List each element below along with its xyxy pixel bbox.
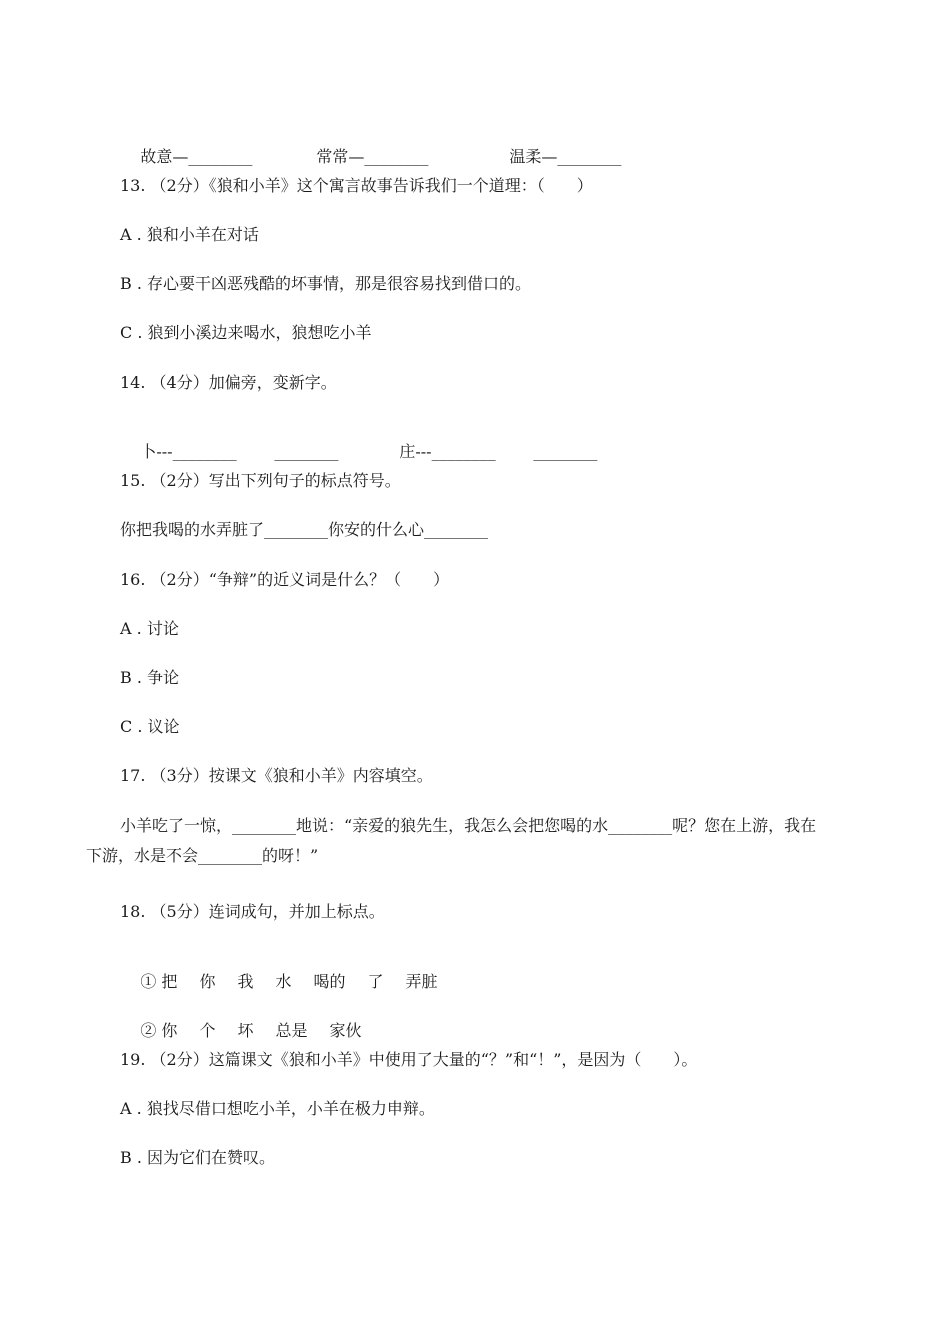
question-16-option-b: B . 争论 (120, 668, 180, 687)
blank-changchang: 常常—________ (316, 147, 429, 166)
question-16-option-c: C . 议论 (120, 717, 180, 736)
blank-wenrou: 温柔—________ (509, 147, 622, 166)
word-tile: 你 (199, 972, 216, 991)
word-tile: ① 把 (140, 972, 178, 991)
word-tile: 水 (275, 972, 292, 991)
question-19-option-b: B . 因为它们在赞叹。 (120, 1148, 276, 1167)
question-17-line-1: 小羊吃了一惊，________地说：“亲爱的狼先生，我怎么会把您喝的水________呢？您在上游，我在 (120, 816, 817, 835)
question-17-line-2: 下游，水是不会________的呀！” (86, 846, 319, 865)
blank-guyi: 故意—________ (140, 147, 253, 166)
question-17-stem: 17. （3分）按课文《狼和小羊》内容填空。 (120, 766, 433, 785)
question-15-sentence: 你把我喝的水弄脏了________你安的什么心________ (120, 520, 489, 539)
question-15-stem: 15. （2分）写出下列句子的标点符号。 (120, 471, 401, 490)
question-18-stem: 18. （5分）连词成句，并加上标点。 (120, 902, 385, 921)
word-tile: 总是 (275, 1021, 308, 1040)
question-13-option-a: A . 狼和小羊在对话 (120, 225, 259, 244)
question-16-option-a: A . 讨论 (120, 619, 179, 638)
question-17-passage (86, 811, 871, 871)
word-tile: 我 (237, 972, 254, 991)
question-13-option-b: B . 存心要干凶恶残酷的坏事情，那是很容易找到借口的。 (120, 274, 532, 293)
question-14-stem: 14. （4分）加偏旁，变新字。 (120, 373, 337, 392)
blank-zhuang-2: ________ (533, 442, 598, 461)
word-tile: ② 你 (140, 1021, 178, 1040)
question-16-stem: 16. （2分）“争辩”的近义词是什么？（ ） (120, 570, 450, 589)
word-tile: 喝的 (313, 972, 346, 991)
blank-bu: 卜---________ (140, 442, 237, 461)
word-tile: 了 (367, 972, 384, 991)
word-tile: 坏 (237, 1021, 254, 1040)
question-19-stem: 19. （2分）这篇课文《狼和小羊》中使用了大量的“？”和“！”，是因为（ ）。 (120, 1050, 698, 1069)
question-13-stem: 13. （2分）《狼和小羊》这个寓言故事告诉我们一个道理：（ ） (120, 176, 593, 195)
question-13-option-c: C . 狼到小溪边来喝水，狼想吃小羊 (120, 323, 372, 342)
blank-bu-2: ________ (274, 442, 339, 461)
word-tile: 个 (199, 1021, 216, 1040)
question-19-option-a: A . 狼找尽借口想吃小羊，小羊在极力申辩。 (120, 1099, 435, 1118)
word-tile: 家伙 (329, 1021, 362, 1040)
word-tile: 弄脏 (405, 972, 438, 991)
blank-zhuang: 庄---________ (399, 442, 496, 461)
